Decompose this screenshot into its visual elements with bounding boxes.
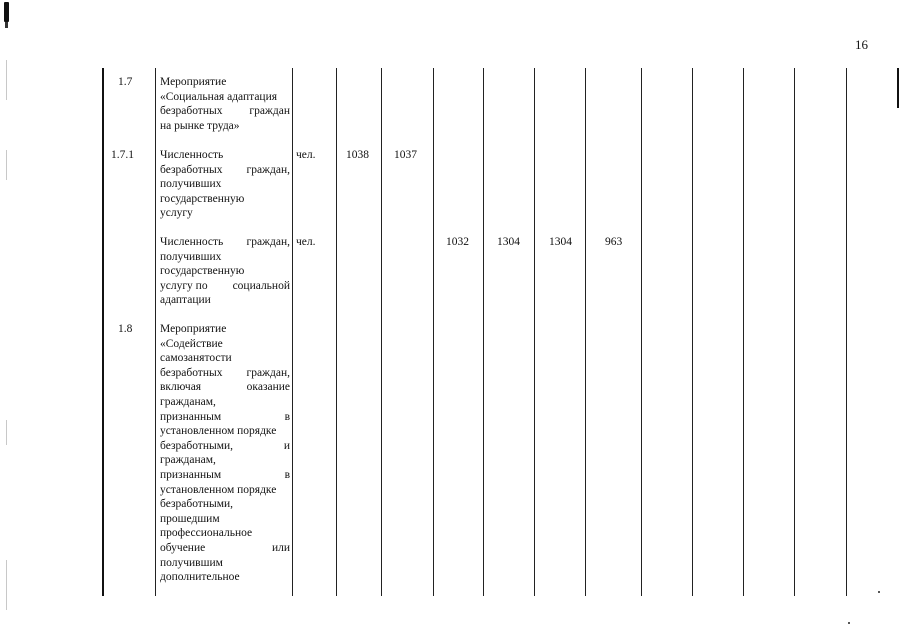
scan-speck xyxy=(6,420,7,445)
description-word: социальной xyxy=(232,279,290,292)
description-word: Численность xyxy=(160,236,224,248)
unit-cell: чел. xyxy=(296,149,316,161)
description-line xyxy=(160,366,290,381)
description-word: признанным xyxy=(160,410,222,423)
description-word: и xyxy=(283,439,290,452)
description-line: Численность xyxy=(160,149,224,161)
description-word: безработных xyxy=(160,366,223,379)
description-line: гражданам, xyxy=(160,395,216,408)
description-word: безработных xyxy=(160,105,223,118)
description-line: профессиональное xyxy=(160,527,253,540)
description-line: получившим xyxy=(160,556,223,569)
description-line xyxy=(160,410,290,425)
description-line xyxy=(160,380,290,395)
table-border-left xyxy=(102,68,104,596)
description-line: государственную xyxy=(160,265,245,278)
description-line: адаптации xyxy=(160,294,211,307)
description-word: граждан, xyxy=(246,366,290,379)
description-word: включая xyxy=(160,381,202,394)
value-cell: 1038 xyxy=(346,149,369,161)
description-line: получивших xyxy=(160,178,222,191)
scan-speck xyxy=(6,60,7,100)
row-description xyxy=(160,75,290,133)
column-divider xyxy=(534,68,535,596)
description-line: получивших xyxy=(160,250,222,263)
description-word: граждан, xyxy=(246,236,290,248)
description-line: прошедшим xyxy=(160,512,220,525)
description-word: услугу по xyxy=(160,279,208,292)
description-line: Мероприятие xyxy=(160,76,227,88)
value-cell: 963 xyxy=(605,236,623,248)
unit-cell: чел. xyxy=(296,236,316,248)
row-description xyxy=(160,235,290,308)
page-number: 16 xyxy=(855,37,868,52)
description-word: безработных xyxy=(160,163,223,176)
scan-speck xyxy=(6,150,7,180)
value-cell: 1304 xyxy=(549,236,572,248)
description-line: установленном порядке xyxy=(160,483,277,496)
description-word: граждан xyxy=(249,105,290,118)
row-number: 1.8 xyxy=(118,323,133,335)
description-line: Мероприятие xyxy=(160,323,227,335)
column-divider xyxy=(585,68,586,596)
scan-dot xyxy=(848,622,850,624)
description-line xyxy=(160,468,290,483)
column-divider xyxy=(743,68,744,596)
description-line: установленном порядке xyxy=(160,425,277,438)
description-word: признанным xyxy=(160,468,222,481)
column-divider xyxy=(641,68,642,596)
column-divider xyxy=(794,68,795,596)
description-line: безработными, xyxy=(160,498,234,511)
description-word: граждан, xyxy=(246,163,290,176)
column-divider xyxy=(336,68,337,596)
description-line xyxy=(160,235,290,250)
description-word: обучение xyxy=(160,541,206,554)
description-line xyxy=(160,104,290,119)
description-line: «Социальная адаптация xyxy=(160,90,278,103)
description-line: государственную xyxy=(160,192,245,205)
column-divider xyxy=(846,68,847,596)
value-cell: 1037 xyxy=(394,149,417,161)
description-line: дополнительное xyxy=(160,571,240,584)
description-line: «Содействие xyxy=(160,337,223,350)
description-line: гражданам, xyxy=(160,454,216,467)
row-description xyxy=(160,322,290,585)
column-divider xyxy=(692,68,693,596)
scan-speck xyxy=(6,560,7,610)
row-number: 1.7 xyxy=(118,76,133,88)
table-border-right xyxy=(897,68,899,108)
row-number: 1.7.1 xyxy=(111,149,134,161)
column-divider xyxy=(483,68,484,596)
column-divider xyxy=(381,68,382,596)
column-divider xyxy=(433,68,434,596)
description-word: в xyxy=(284,410,290,423)
scan-dot xyxy=(878,591,880,593)
column-divider xyxy=(292,68,293,596)
description-word: безработными, xyxy=(160,439,234,452)
scan-edge-mark xyxy=(4,2,9,22)
value-cell: 1032 xyxy=(446,236,469,248)
description-word: оказание xyxy=(246,381,290,394)
description-line xyxy=(160,439,290,454)
column-divider xyxy=(155,68,156,596)
description-line xyxy=(160,541,290,556)
row-description xyxy=(160,148,290,221)
description-word: или xyxy=(271,541,290,554)
description-line: услугу xyxy=(160,207,193,220)
description-line: на рынке труда» xyxy=(160,119,240,132)
description-line xyxy=(160,163,290,178)
value-cell: 1304 xyxy=(497,236,520,248)
description-line xyxy=(160,279,290,294)
description-line: самозанятости xyxy=(160,352,232,365)
description-word: в xyxy=(284,468,290,481)
